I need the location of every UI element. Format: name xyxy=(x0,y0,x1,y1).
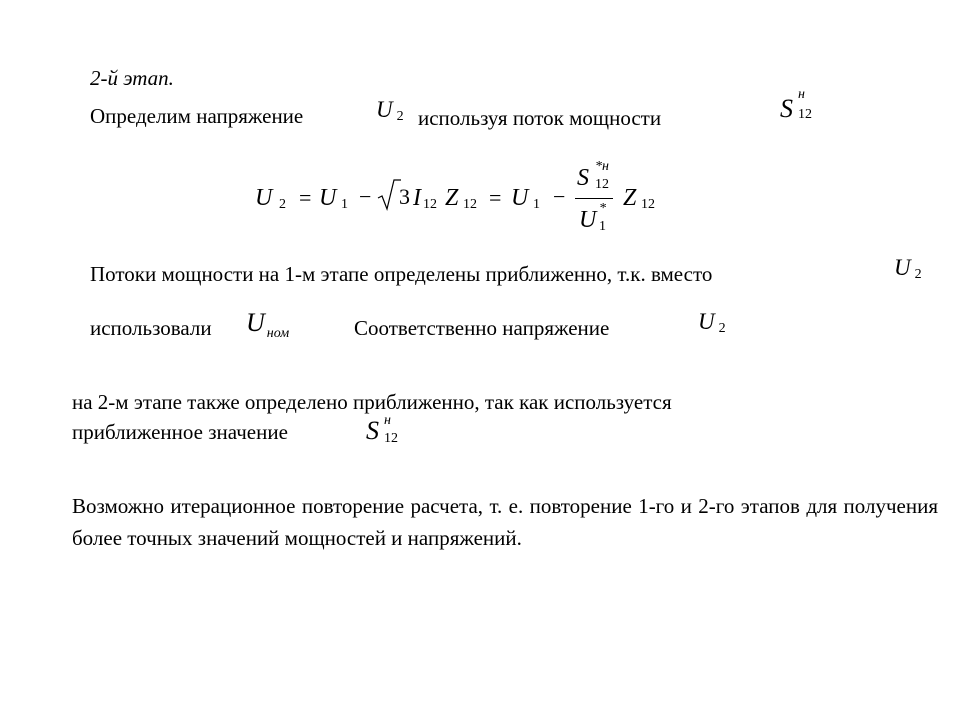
stage-heading: 2-й этап. xyxy=(90,66,174,90)
eq-i: I xyxy=(413,185,421,211)
line4-text-a: использовали xyxy=(90,316,212,340)
eq-frac-s: S xyxy=(577,165,589,191)
eq-frac-sub-12: 12 xyxy=(595,177,609,192)
superscript-n: н xyxy=(798,87,805,102)
paragraph1-line-b: приближенное значение xyxy=(72,420,288,444)
subscript-2: 2 xyxy=(396,109,404,124)
line1-text-a: Определим напряжение xyxy=(90,104,304,128)
symbol-u: U xyxy=(246,308,265,337)
fraction-bar xyxy=(575,198,613,199)
superscript-n: н xyxy=(384,413,391,428)
eq-sub-1: 1 xyxy=(341,197,348,212)
symbol-u: U xyxy=(698,309,715,334)
formula-u2-inline xyxy=(376,98,404,124)
eq-minus-2: − xyxy=(553,184,566,209)
paragraph1-line-a xyxy=(72,386,898,418)
eq-equals-2: = xyxy=(489,185,502,210)
formula-s12n-para xyxy=(366,413,398,446)
formula-u2-line4 xyxy=(698,310,726,336)
eq-frac-u: U xyxy=(579,207,597,233)
eq-sub-1b: 1 xyxy=(533,197,540,212)
symbol-s: S xyxy=(366,416,379,445)
eq-u1: U xyxy=(319,185,337,211)
symbol-u: U xyxy=(376,97,393,122)
subscript-2: 2 xyxy=(718,321,726,336)
eq-z-end: Z xyxy=(623,185,637,211)
paragraph2: Возможно итерационное повторение расчета, т. е. повторение 1-го и 2-го этапов для получения более точных значений мощностей и напряжений. xyxy=(72,494,938,550)
main-equation xyxy=(255,160,675,240)
subscript-12: 12 xyxy=(384,431,398,446)
symbol-s: S xyxy=(780,94,793,123)
eq-frac-sub-1: 1 xyxy=(599,219,606,234)
eq-equals-1: = xyxy=(299,185,312,210)
paragraph1-line-a-text: на 2-м этапе также определено приближенно, так как используется xyxy=(72,390,672,414)
sqrt-icon xyxy=(377,178,401,212)
eq-sub-12-z: 12 xyxy=(463,197,477,212)
symbol-u: U xyxy=(894,255,911,280)
formula-unom xyxy=(246,310,289,341)
eq-u: U xyxy=(255,185,273,211)
subscript-nom: ном xyxy=(266,326,290,341)
eq-z: Z xyxy=(445,185,459,211)
eq-frac-sup-star-n: *н xyxy=(595,159,609,174)
eq-sub-12-zend: 12 xyxy=(641,197,655,212)
eq-u1b: U xyxy=(511,185,529,211)
subscript-2: 2 xyxy=(914,267,922,282)
line3-text-a: Потоки мощности на 1-м этапе определены приближенно, т.к. вместо xyxy=(90,262,713,286)
eq-frac-sup-star: * xyxy=(599,201,606,216)
subscript-12: 12 xyxy=(798,107,812,122)
eq-sub-12-i: 12 xyxy=(423,197,437,212)
formula-s12n-inline xyxy=(780,87,812,123)
eq-minus-1: − xyxy=(359,184,372,209)
eq-three: 3 xyxy=(399,184,410,209)
formula-u2-line3 xyxy=(894,256,922,282)
eq-sub-2: 2 xyxy=(279,197,286,212)
line1-text-b: используя поток мощности xyxy=(418,106,662,130)
line4-text-b: Соответственно напряжение xyxy=(354,316,610,340)
